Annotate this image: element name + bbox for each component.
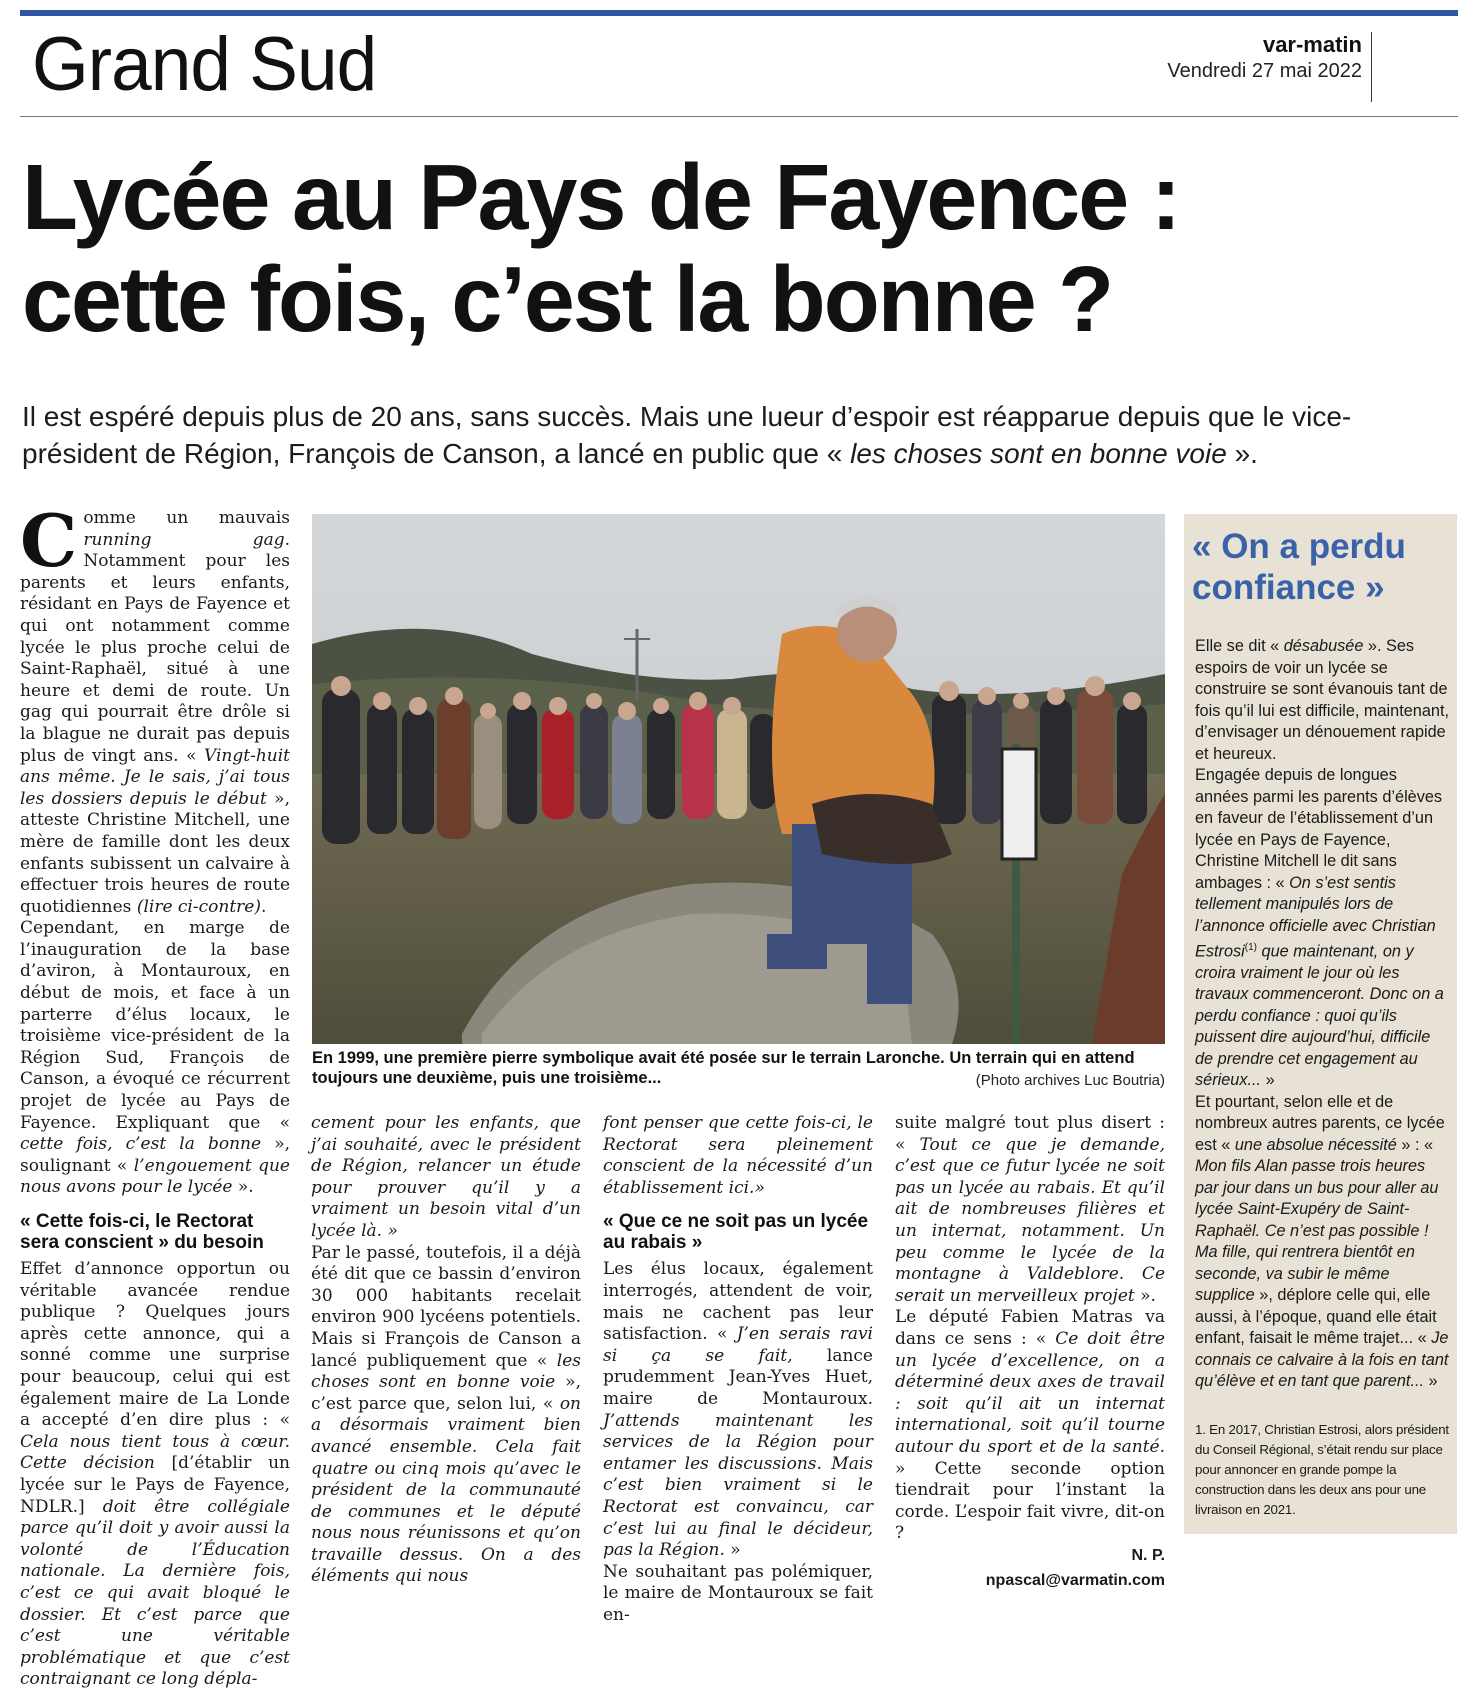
headline-line-1: Lycée au Pays de Fayence :: [22, 145, 1180, 249]
paragraph: Par le passé, toutefois, il a déjà été dit que ce bassin d’environ 30 000 habitants recelait environ 900 lycéens potentiels. Mais si François de Canson a lancé publiquement que « les choses sont en bonne voie », c’est parce que, selon lui, « on a désormais vraiment bien avancé ensemble. Cela fait quatre ou cinq mois qu’avec le président de la communauté de communes et le député nous nous réunissons et qu’on travaille dessus. On a des éléments qui nous: [311, 1242, 581, 1587]
paragraph: Le député Fabien Matras va dans ce sens : « Ce doit être un lycée d’excellence, on a déterminé deux axes de travail : soit qu’il ait un internat international, soit qu’il tourne autour du sport et de la santé. » Cette seconde option tiendrait pour l’instant la corde. L’espoir fait vivre, dit-on ?: [895, 1307, 1165, 1544]
section-rubric: Grand Sud: [32, 22, 377, 107]
newspaper-brand: var-matin: [1262, 32, 1362, 57]
photo-illustration: [312, 514, 1165, 1044]
lede: [22, 398, 1462, 472]
footnote-ref: (1): [1244, 942, 1257, 953]
author-signature: N. P.: [1131, 1546, 1165, 1564]
paragraph: Engagée depuis de longues années parmi les parents d’élèves en faveur de l’établissement d’un lycée en Pays de Fayence, Christine Mitchell le dit sans ambages : « On s’est sentis tellement manipulés lors de l’annonce officielle avec Christian Estrosi$^{(1)}$ que maintenant, on y croira vraiment le jour où les travaux commenceront. Donc on a perdu confiance : quoi qu’ils puissent dire aujourd’hui, difficile de prendre cet engagement au sérieux... »: [1195, 766, 1444, 1090]
sidebar-body: [1195, 636, 1450, 1393]
paragraph: font penser que cette fois-ci, le Rectorat sera pleinement conscient de la nécessité d’un établissement ici.»: [603, 1113, 873, 1198]
news-photo: [312, 514, 1165, 1044]
top-color-bar: [20, 10, 1458, 16]
paragraph: Effet d’annonce opportun ou véritable avancée rendue publique ? Quelques jours après cette annonce, qui a sonné comme une surprise pour beaucoup, celui qui est également maire de La Londe a accepté d’en dire plus : « Cela nous tient tous à cœur. Cette décision [d’établir un lycée sur le Pays de Fayence, NDLR.] doit être collégiale parce qu’il doit y avoir aussi la volonté de l’Éducation nationale. La dernière fois, c’est ce qui avait bloqué le dossier. Et c’est parce que c’est une véritable problématique et que c’est contraignant ce long dépla-: [20, 1259, 290, 1690]
paragraph: cement pour les enfants, que j’ai souhaité, avec le président de Région, relancer un étude pour prouver qu’il y a vraiment un besoin vital d’un lycée là. »: [311, 1113, 581, 1241]
author-email: npascal@varmatin.com: [985, 1572, 1165, 1590]
paragraph: Et pourtant, selon elle et de nombreux autres parents, ce lycée est « une absolue nécessité » : « Mon fils Alan passe trois heures par jour dans un bus pour aller au lycée Saint-Exupéry de Saint-Raphaël. Ce n’est pas possible ! Ma fille, qui rentrera bientôt en seconde, va subir le même supplice », déplore celle qui, elle aussi, à l’époque, quand elle était enfant, faisait le même trajet... « Je connais ce calvaire à la fois en tant qu’élève et en tant que parent... »: [1195, 1092, 1449, 1391]
sidebar-title: « On a perdu confiance »: [1192, 527, 1406, 607]
lede-text: Il est espéré depuis plus de 20 ans, sans succès. Mais une lueur d’espoir est réapparue depuis que le vice-président de Région, François de Canson, a lancé en public que «: [22, 401, 1352, 469]
article-column-2: [311, 1113, 581, 1588]
paragraph: suite malgré tout plus disert : « Tout ce que je demande, c’est que ce futur lycée ne soit pas un lycée au rabais. Et qu’il ait de nombreuses filières et un internat, notamment. Un peu comme le lycée de la montagne à Valdeblore. Ce serait un merveilleux projet ».: [895, 1113, 1165, 1306]
sidebar-footnote: 1. En 2017, Christian Estrosi, alors président du Conseil Régional, s’était rendu sur place pour annoncer en grande pompe la construction dans les deux ans pour une livraison en 2021.: [1195, 1422, 1449, 1517]
header-divider: [20, 116, 1458, 117]
headline-line-2: cette fois, c’est la bonne ?: [22, 247, 1113, 351]
article-column-3: [603, 1113, 873, 1626]
publication-date: Vendredi 27 mai 2022: [1167, 60, 1362, 82]
paragraph: Elle se dit « désabusée ». Ses espoirs de voir un lycée se construire se sont évanouis tant de fois qu’il lui est difficile, maintenant, d’envisager un dénouement rapide et heureux.: [1195, 637, 1449, 763]
article-column-4: [895, 1113, 1165, 1592]
paragraph: Ne souhaitant pas polémiquer, le maire de Montauroux se fait en-: [603, 1561, 873, 1625]
subheading: « Cette fois-ci, le Rectorat sera conscient » du besoin: [20, 1211, 264, 1253]
paragraph: Cependant, en marge de l’inauguration de la base d’aviron, à Montauroux, en début de mois, et face à un parterre d’élus locaux, le troisième vice-président de la Région Sud, François de Canson, a évoqué ce récurrent projet de lycée au Pays de Fayence. Expliquant que « cette fois, c’est la bonne », soulignant « l’engouement que nous avons pour le lycée ».: [20, 918, 291, 1198]
drop-cap: C: [20, 498, 78, 583]
photo-caption: En 1999, une première pierre symbolique avait été posée sur le terrain Laronche. Un terrain qui en attend toujours une deuxième, puis une troisième...: [312, 1049, 1135, 1087]
lede-end: ».: [1226, 438, 1258, 469]
paragraph: Les élus locaux, également interrogés, attendent de voir, mais ne cachent pas leur satisfaction. « J’en serais ravi si ça se fait, lance prudemment Jean-Yves Huet, maire de Montauroux. J’attends maintenant les services de la Région pour entamer les discussions. Mais c’est bien vraiment si le Rectorat est convaincu, car c’est lui au final le décideur, pas la Région. »: [603, 1259, 873, 1561]
headline: [22, 146, 1440, 350]
photo-credit: (Photo archives Luc Boutria): [975, 1072, 1165, 1089]
subheading: « Que ce ne soit pas un lycée au rabais »: [603, 1211, 869, 1254]
paragraph: Comme un mauvais running gag. Notamment pour les parents et leurs enfants, résidant en Pays de Fayence et qui ont notamment comme lycée le plus proche celui de Saint-Raphaël, situé à une heure et demi de route. Un gag qui pourrait être drôle si la blague ne durait pas depuis plus de vingt ans. « Vingt-huit ans même. Je le sais, j’ai tous les dossiers depuis le début », atteste Christine Mitchell, une mère de famille dont les deux enfants subissent un calvaire à effectuer trois heures de route quotidiennes (lire ci-contre).: [20, 498, 290, 917]
lede-quote: les choses sont en bonne voie: [850, 438, 1227, 469]
header-vertical-rule: [1371, 32, 1372, 102]
article-column-1: [20, 498, 291, 1691]
